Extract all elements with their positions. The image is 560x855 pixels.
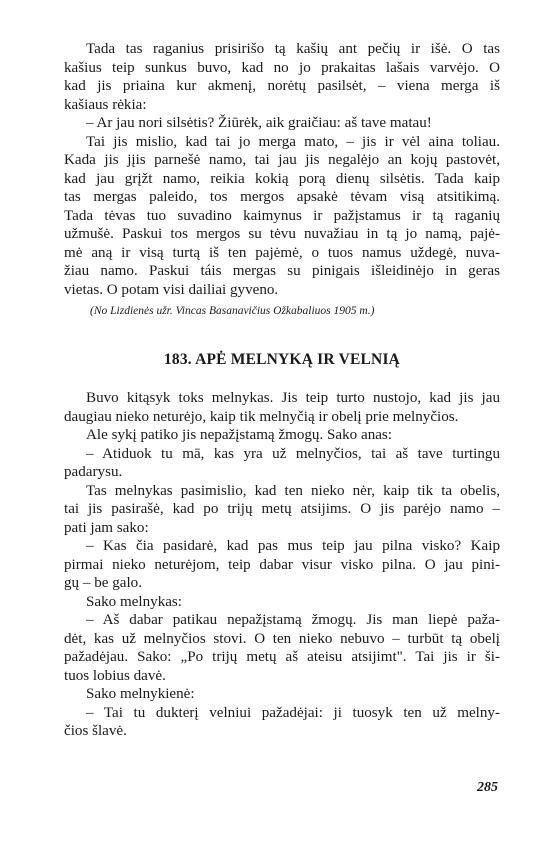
text-line: Buvo kitąsyk toks melnykas. Jis teip turto nustojo, kad jis jau bbox=[86, 390, 500, 406]
paragraph bbox=[64, 611, 500, 685]
previous-story-ending bbox=[64, 40, 500, 299]
title-spacing bbox=[64, 369, 500, 389]
text-line: Tas melnykas pasimislio, kad ten nieko nėr, kaip tik ta obelis, bbox=[86, 482, 500, 499]
paragraph bbox=[64, 685, 500, 704]
text-line: Tai jis mislio, kad tai jo merga mato, – jis ir vėl aina toliau. bbox=[86, 133, 500, 150]
paragraph bbox=[64, 593, 500, 612]
text-line: kašiaus rėkia: bbox=[64, 96, 147, 113]
text-line: tai jis pasirašė, kad po trijų metų atsijims. O jis parėjo namo – bbox=[64, 501, 500, 517]
text-line: Sako melnykas: bbox=[86, 593, 183, 610]
story-title: 183. APĖ MELNYKĄ IR VELNIĄ bbox=[163, 351, 401, 368]
page-number: 285 bbox=[477, 780, 498, 795]
text-line: – Kas čia pasidarė, kad pas mus teip jau pilna visko? Kaip bbox=[86, 538, 500, 554]
paragraph bbox=[64, 482, 500, 538]
text-line: kad jis priaina kur akmenį, norėtų pasilsėt, – viena merga iš bbox=[64, 78, 500, 94]
text-line: tuos lobius davė. bbox=[64, 667, 166, 684]
paragraph bbox=[64, 389, 500, 426]
text-line: žiau namo. Paskui táis mergas su pinigais išleidinėjo in geras bbox=[64, 263, 500, 279]
text-line: pirmai nieko neturėjom, teip dabar visur visko pilna. O jau pini- bbox=[64, 556, 500, 573]
text-line: Tada tas raganius prisirišo tą kašių ant pečių ir išė. O tas bbox=[86, 41, 500, 57]
text-line: – Atiduok tu mā, kas yra už melnyčios, tai aš tave turtingu bbox=[86, 445, 500, 462]
paragraph bbox=[64, 445, 500, 482]
text-line: Sako melnykienė: bbox=[86, 686, 195, 702]
text-line: gų – be galo. bbox=[64, 575, 142, 591]
paragraph bbox=[64, 537, 500, 593]
text-line: Tada tėvas tuo suvadino kaimynus ir pažįstamus ir tą raganių bbox=[64, 207, 500, 224]
text-line: vietas. O potam visi dailiai gyveno. bbox=[64, 281, 279, 298]
text-line: – Tai tu dukterį velniui pažadėjai: ji tuosyk ten už melny- bbox=[86, 704, 500, 721]
paragraph bbox=[64, 133, 500, 300]
paragraph bbox=[64, 114, 500, 133]
text-line: padarysu. bbox=[64, 464, 123, 480]
text-line: pažadėjau. Sako: „Po trijų metų aš ateisu atsijimt". Tai jis ir ši- bbox=[64, 649, 500, 665]
text-line: kašius teip sunkus buvo, kad no jo prakaitas lašais varvėjo. O bbox=[64, 59, 500, 76]
text-line: Ale sykį patiko jis nepažįstamą žmogų. Sako anas: bbox=[86, 427, 393, 443]
text-line: kad jau grįžt namo, reikia kokią porą dienų silsėtis. Tada kaip bbox=[64, 170, 500, 187]
text-line: čios šlavė. bbox=[64, 723, 127, 739]
paragraph bbox=[64, 40, 500, 114]
text-line: mė aną ir visą turtą iš ten pajėmė, o tuos namus uždegė, nuva- bbox=[64, 244, 500, 261]
text-line: pati jam sako: bbox=[64, 519, 149, 536]
text-line: tas mergas paleido, tos mergos apsakė tėvam visą atsitikimą. bbox=[64, 189, 500, 205]
text-line: dėt, kas už melnyčios stovi. O ten nieko nebuvo – turbūt tą obelį bbox=[64, 630, 500, 647]
text-line: daugiau nieko neturėjo, kaip tik melnyčią ir obelį prie melnyčios. bbox=[64, 408, 459, 425]
story-body bbox=[64, 389, 500, 741]
text-line: – Ar jau nori silsėtis? Žiūrėk, aik graičiau: aš tave matau! bbox=[86, 115, 432, 131]
text-line: užmušė. Paskui tos mergos su tėvu nuvažiau in tą jo namą, pajė- bbox=[64, 226, 500, 242]
text-line: – Aš dabar patikau nepažįstamą žmogų. Jis man liepė paža- bbox=[86, 612, 500, 628]
text-column bbox=[64, 40, 500, 741]
text-line: Kada jis jįis parnešė namo, tai jau jis negalėjo an kojų pastovėt, bbox=[64, 152, 500, 168]
source-note: (No Lizdienės užr. Vincas Basanavičius Ožkabaliuos 1905 m.) bbox=[90, 305, 375, 317]
paragraph bbox=[64, 426, 500, 445]
paragraph bbox=[64, 704, 500, 741]
